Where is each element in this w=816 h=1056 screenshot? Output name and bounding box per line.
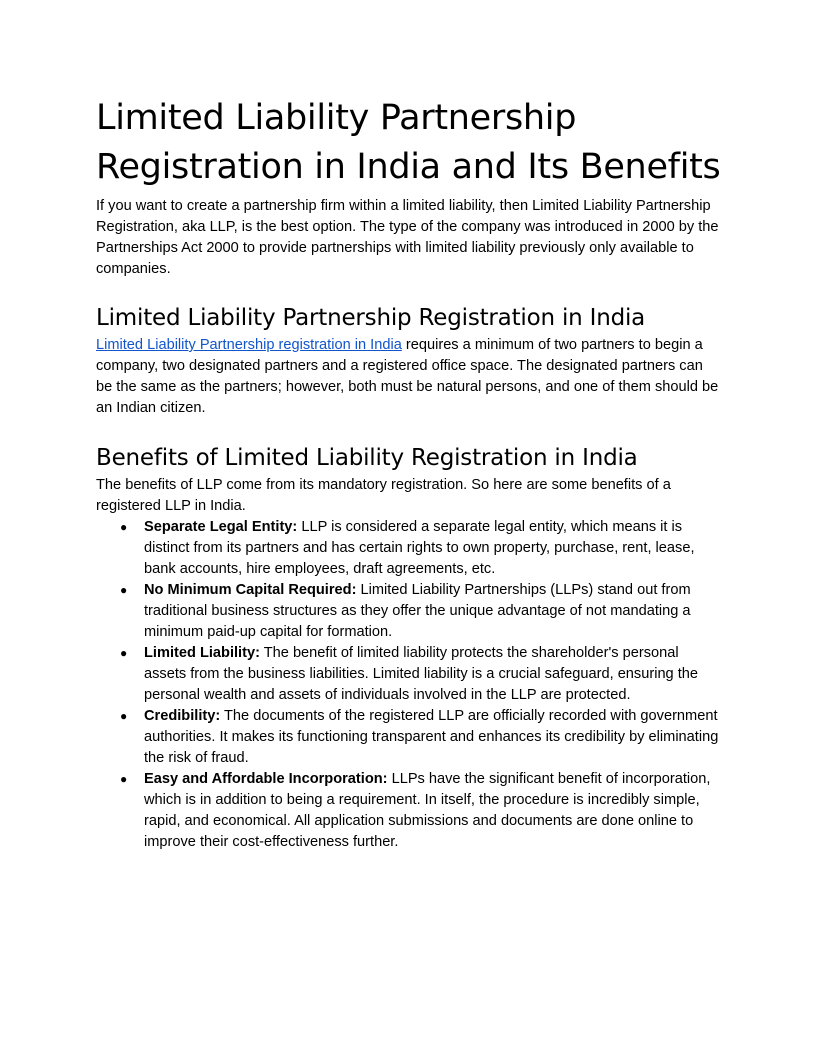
benefit-text: LLP is considered a separate legal entity, which means it is distinct from its partners and has certain rights to own property, purchase, rent, lease, bank accounts, hire employees, draft agreements, etc. — [144, 519, 695, 577]
list-item — [120, 769, 722, 853]
document-page — [96, 94, 722, 853]
benefits-list — [96, 517, 722, 853]
section-heading-registration: Limited Liability Partnership Registration in India — [96, 305, 646, 331]
bullet-icon: ● — [120, 583, 128, 597]
benefit-text: The documents of the registered LLP are officially recorded with government authorities. It makes its functioning transparent and enhances its credibility by eliminating the risk of fraud. — [144, 708, 719, 766]
section-heading-benefits: Benefits of Limited Liability Registration in India — [96, 445, 638, 471]
bullet-icon: ● — [120, 709, 128, 723]
benefit-label: Limited Liability: — [144, 645, 260, 661]
list-item — [120, 643, 722, 706]
list-item — [120, 580, 722, 643]
bullet-icon: ● — [120, 772, 128, 786]
registration-text: requires a minimum of two partners to begin a company, two designated partners and a registered office space. The designated partners can be the same as the partners; however, both must be natural persons, and one of them should be an Indian citizen. — [96, 337, 719, 416]
list-item — [120, 706, 722, 769]
bullet-icon: ● — [120, 520, 128, 534]
spacer — [96, 280, 722, 303]
benefit-label: Credibility: — [144, 708, 221, 724]
bullet-icon: ● — [120, 646, 128, 660]
benefits-intro: The benefits of LLP come from its mandatory registration. So here are some benefits of a registered LLP in India. — [96, 477, 671, 514]
list-item — [120, 517, 722, 580]
benefit-label: No Minimum Capital Required: — [144, 582, 357, 598]
document-title: Limited Liability Partnership Registration in India and Its Benefits — [96, 98, 721, 187]
registration-paragraph — [96, 335, 722, 419]
benefit-text: LLPs have the significant benefit of incorporation, which is in addition to being a requirement. In itself, the procedure is incredibly simple, rapid, and economical. All application submissions and documents are done online to improve their cost-effectiveness further. — [144, 771, 711, 850]
benefit-text: The benefit of limited liability protects the shareholder's personal assets from the business liabilities. Limited liability is a crucial safeguard, ensuring the personal wealth and assets of individuals involved in the LLP are protected. — [144, 645, 699, 703]
registration-link[interactable]: Limited Liability Partnership registration in India — [96, 337, 402, 353]
intro-paragraph: If you want to create a partnership firm within a limited liability, then Limited Liability Partnership Registration, aka LLP, is the best option. The type of the company was introduced in 2000 by the Partnerships Act 2000 to provide partnerships with limited liability previously only available to companies. — [96, 198, 719, 277]
spacer — [96, 419, 722, 443]
benefit-label: Separate Legal Entity: — [144, 519, 298, 535]
benefit-text: Limited Liability Partnerships (LLPs) stand out from traditional business structures as they offer the unique advantage of not mandating a minimum paid-up capital for formation. — [144, 582, 691, 640]
benefit-label: Easy and Affordable Incorporation: — [144, 771, 388, 787]
